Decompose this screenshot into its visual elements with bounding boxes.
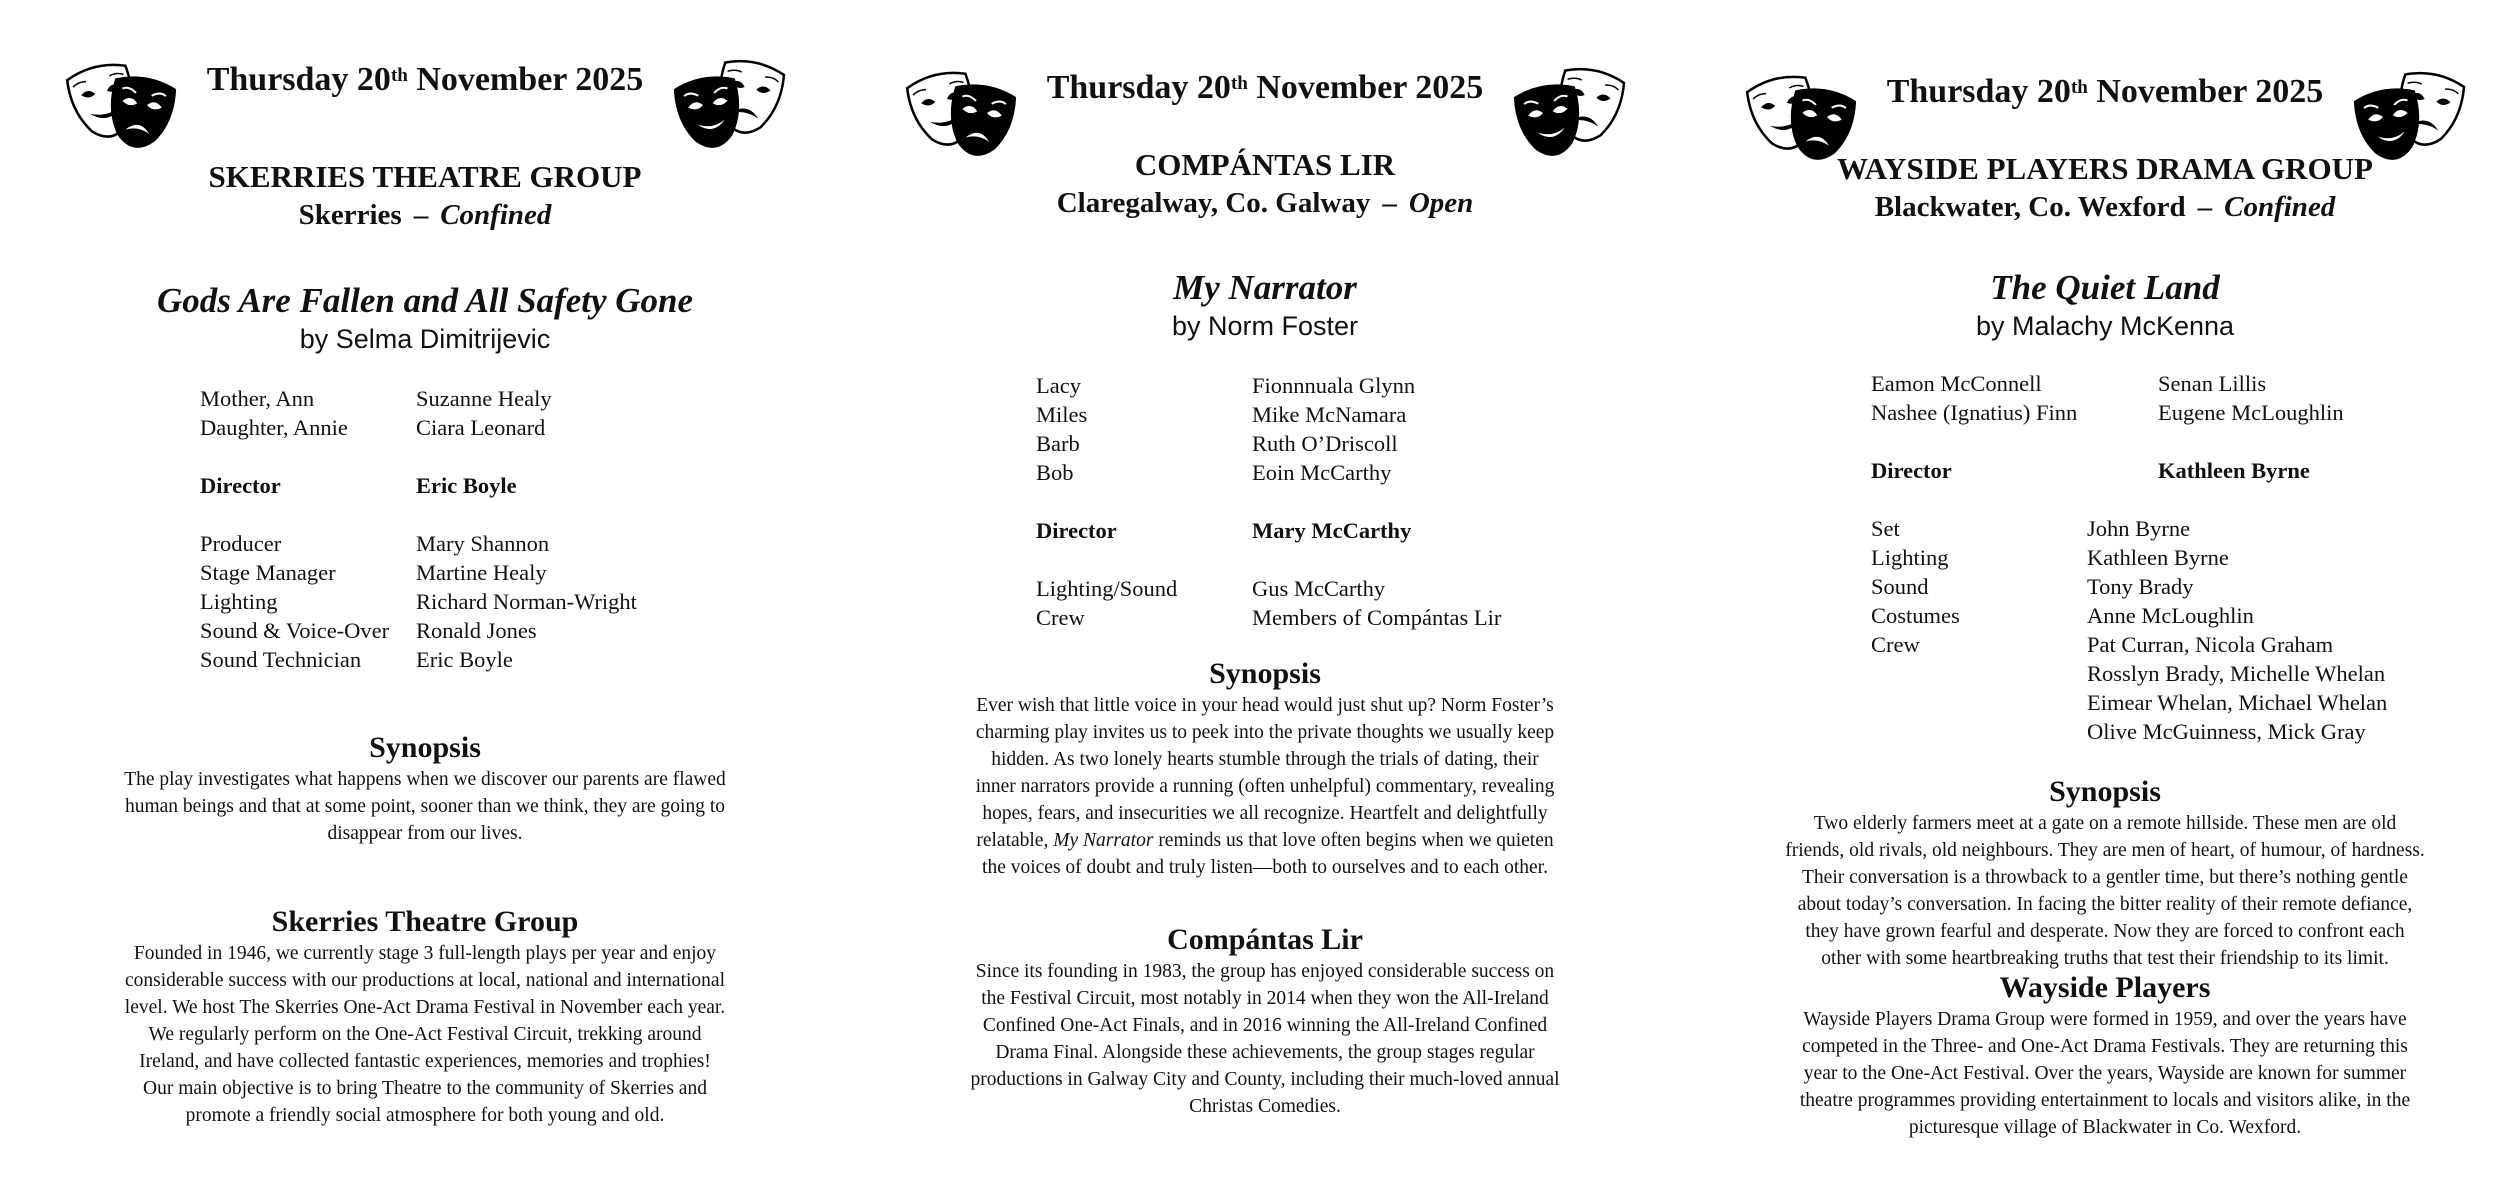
- crew-row: Costumes Anne McLoughlin: [1871, 603, 2254, 628]
- synopsis-text: Ever wish that little voice in your head would just shut up? Norm Foster’s charming play invites us to peek into the private thoughts we usually keep hidden. As two lonely hearts stumble through the trials of dating, their inner narrators provide a running (often unhelpful) commentary, revealing hopes, fears, and insecurities we all recognize. Heartfelt and delightfully relatable, My Narrator reminds us that love often begins when we quieten the voices of doubt and truly listen—both to ourselves and to each other.: [975, 695, 1555, 878]
- performance-date: Thursday 20th November 2025: [206, 61, 644, 98]
- play-block: [40, 280, 810, 356]
- play-title: Gods Are Fallen and All Safety Gone: [156, 281, 694, 320]
- director-row: Director Kathleen Byrne: [1871, 458, 2310, 483]
- performance-date: Thursday 20th November 2025: [1886, 73, 2324, 110]
- synopsis-section: [1720, 774, 2490, 972]
- crew-row: Producer Mary Shannon: [200, 531, 550, 556]
- play-title: The Quiet Land: [1990, 268, 2220, 307]
- synopsis-heading: Synopsis: [1209, 657, 1321, 690]
- director-row: Director Eric Boyle: [200, 473, 517, 498]
- performance-date: Thursday 20th November 2025: [1046, 69, 1484, 106]
- group-block: [40, 158, 810, 234]
- crew-row: Sound Tony Brady: [1871, 574, 2194, 599]
- about-section: [40, 904, 810, 1129]
- crew-row: Crew Members of Compántas Lir: [1036, 605, 1502, 630]
- crew-row: Eimear Whelan, Michael Whelan: [2087, 690, 2388, 715]
- synopsis-section: [40, 730, 810, 847]
- play-block: [1720, 267, 2490, 343]
- group-location: Skerries – Confined: [298, 199, 552, 231]
- crew-row: Olive McGuinness, Mick Gray: [2087, 719, 2366, 744]
- synopsis-heading: Synopsis: [2049, 775, 2161, 808]
- group-block: [880, 146, 1650, 222]
- comedy-tragedy-masks-icon: [900, 60, 1020, 160]
- credits-list: [1036, 371, 1501, 632]
- entry-category: Confined: [440, 199, 552, 231]
- programme-panel-compantas-lir: [880, 0, 1650, 1182]
- about-text: Founded in 1946, we currently stage 3 full-length plays per year and enjoy considerable success with our productions at local, national and international level. We host The Skerries One-Act Drama Festival in November each year. We regularly perform on the One-Act Festival Circuit, trekking around Ireland, and have collected fantastic experiences, memories and trophies! Our main objective is to bring Theatre to the community of Skerries and promote a friendly social atmosphere for both young and old.: [124, 943, 726, 1126]
- crew-row: Lighting/Sound Gus McCarthy: [1036, 576, 1386, 601]
- group-name: WAYSIDE PLAYERS DRAMA GROUP: [1837, 151, 2373, 186]
- crew-row: Lighting Kathleen Byrne: [1871, 545, 2229, 570]
- entry-category: Open: [1408, 187, 1474, 219]
- crew-row: Set John Byrne: [1871, 516, 2191, 541]
- cast-row: Miles Mike McNamara: [1036, 402, 1407, 427]
- credits-list: [200, 384, 637, 674]
- crew-row: Crew Pat Curran, Nicola Graham: [1871, 632, 2334, 657]
- play-author: by Norm Foster: [1171, 311, 1359, 341]
- about-heading: Compántas Lir: [1167, 923, 1363, 956]
- comedy-tragedy-masks-icon: [1740, 64, 1860, 164]
- comedy-tragedy-masks-icon: [60, 52, 180, 152]
- comedy-tragedy-masks-icon: [670, 52, 790, 152]
- credits-list: [1871, 369, 2387, 746]
- about-text: Wayside Players Drama Group were formed in 1959, and over the years have competed in the Three- and One-Act Drama Festivals. They are returning this year to the One-Act Festival. Over the years, Wayside are known for summer theatre programmes providing entertainment to locals and visitors alike, in the picturesque village of Blackwater in Co. Wexford.: [1799, 1009, 2411, 1138]
- crew-row: Sound & Voice-Over Ronald Jones: [200, 618, 537, 643]
- synopsis-text: The play investigates what happens when we discover our parents are flawed human beings and that at some point, sooner than we think, they are going to disappear from our lives.: [124, 769, 726, 844]
- crew-row: Rosslyn Brady, Michelle Whelan: [2087, 661, 2386, 686]
- cast-row: Daughter, Annie Ciara Leonard: [200, 415, 546, 440]
- cast-row: Lacy Fionnnuala Glynn: [1036, 373, 1416, 398]
- group-name: SKERRIES THEATRE GROUP: [208, 159, 642, 194]
- group-block: [1720, 150, 2490, 226]
- comedy-tragedy-masks-icon: [1510, 60, 1630, 160]
- play-author: by Selma Dimitrijevic: [299, 324, 551, 354]
- group-location: Claregalway, Co. Galway – Open: [1056, 187, 1474, 219]
- group-name: COMPÁNTAS LIR: [1134, 147, 1396, 182]
- play-author: by Malachy McKenna: [1975, 311, 2235, 341]
- about-section: [880, 922, 1650, 1120]
- entry-category: Confined: [2224, 191, 2336, 223]
- about-heading: Wayside Players: [1999, 971, 2211, 1004]
- cast-row: Nashee (Ignatius) Finn Eugene McLoughlin: [1871, 400, 2344, 425]
- group-location: Blackwater, Co. Wexford – Confined: [1874, 191, 2336, 223]
- play-block: [880, 267, 1650, 343]
- crew-row: Sound Technician Eric Boyle: [200, 647, 513, 672]
- crew-row: Lighting Richard Norman-Wright: [200, 589, 637, 614]
- comedy-tragedy-masks-icon: [2350, 64, 2470, 164]
- about-text: Since its founding in 1983, the group has enjoyed considerable success on the Festival Circuit, most notably in 2014 when they won the All-Ireland Confined One-Act Finals, and in 2016 winning the All-Ireland Confined Drama Final. Alongside these achievements, the group stages regular productions in Galway City and County, including their much-loved annual Christas Comedies.: [970, 961, 1560, 1117]
- director-row: Director Mary McCarthy: [1036, 518, 1412, 543]
- synopsis-heading: Synopsis: [369, 731, 481, 764]
- synopsis-section: [880, 656, 1650, 881]
- cast-row: Mother, Ann Suzanne Healy: [200, 386, 552, 411]
- crew-row: Stage Manager Martine Healy: [200, 560, 547, 585]
- programme-panel-skerries: [40, 0, 810, 1182]
- panel-header: [40, 52, 810, 172]
- about-section: [1720, 970, 2490, 1141]
- cast-row: Eamon McConnell Senan Lillis: [1871, 371, 2267, 396]
- programme-panel-wayside-players: [1720, 0, 2490, 1182]
- cast-row: Barb Ruth O’Driscoll: [1036, 431, 1398, 456]
- cast-row: Bob Eoin McCarthy: [1036, 460, 1392, 485]
- synopsis-text: Two elderly farmers meet at a gate on a remote hillside. These men are old friends, old rivals, old neighbours. They are men of heart, of humour, of hardness. Their conversation is a throwback to a gentler time, but there’s nothing gentle about today’s conversation. In facing the bitter reality of their remote defiance, they have grown fearful and desperate. Now they are forced to confront each other with some heartbreaking truths that test their friendship to its limit.: [1785, 813, 2425, 969]
- about-heading: Skerries Theatre Group: [271, 905, 579, 938]
- play-title: My Narrator: [1173, 268, 1357, 307]
